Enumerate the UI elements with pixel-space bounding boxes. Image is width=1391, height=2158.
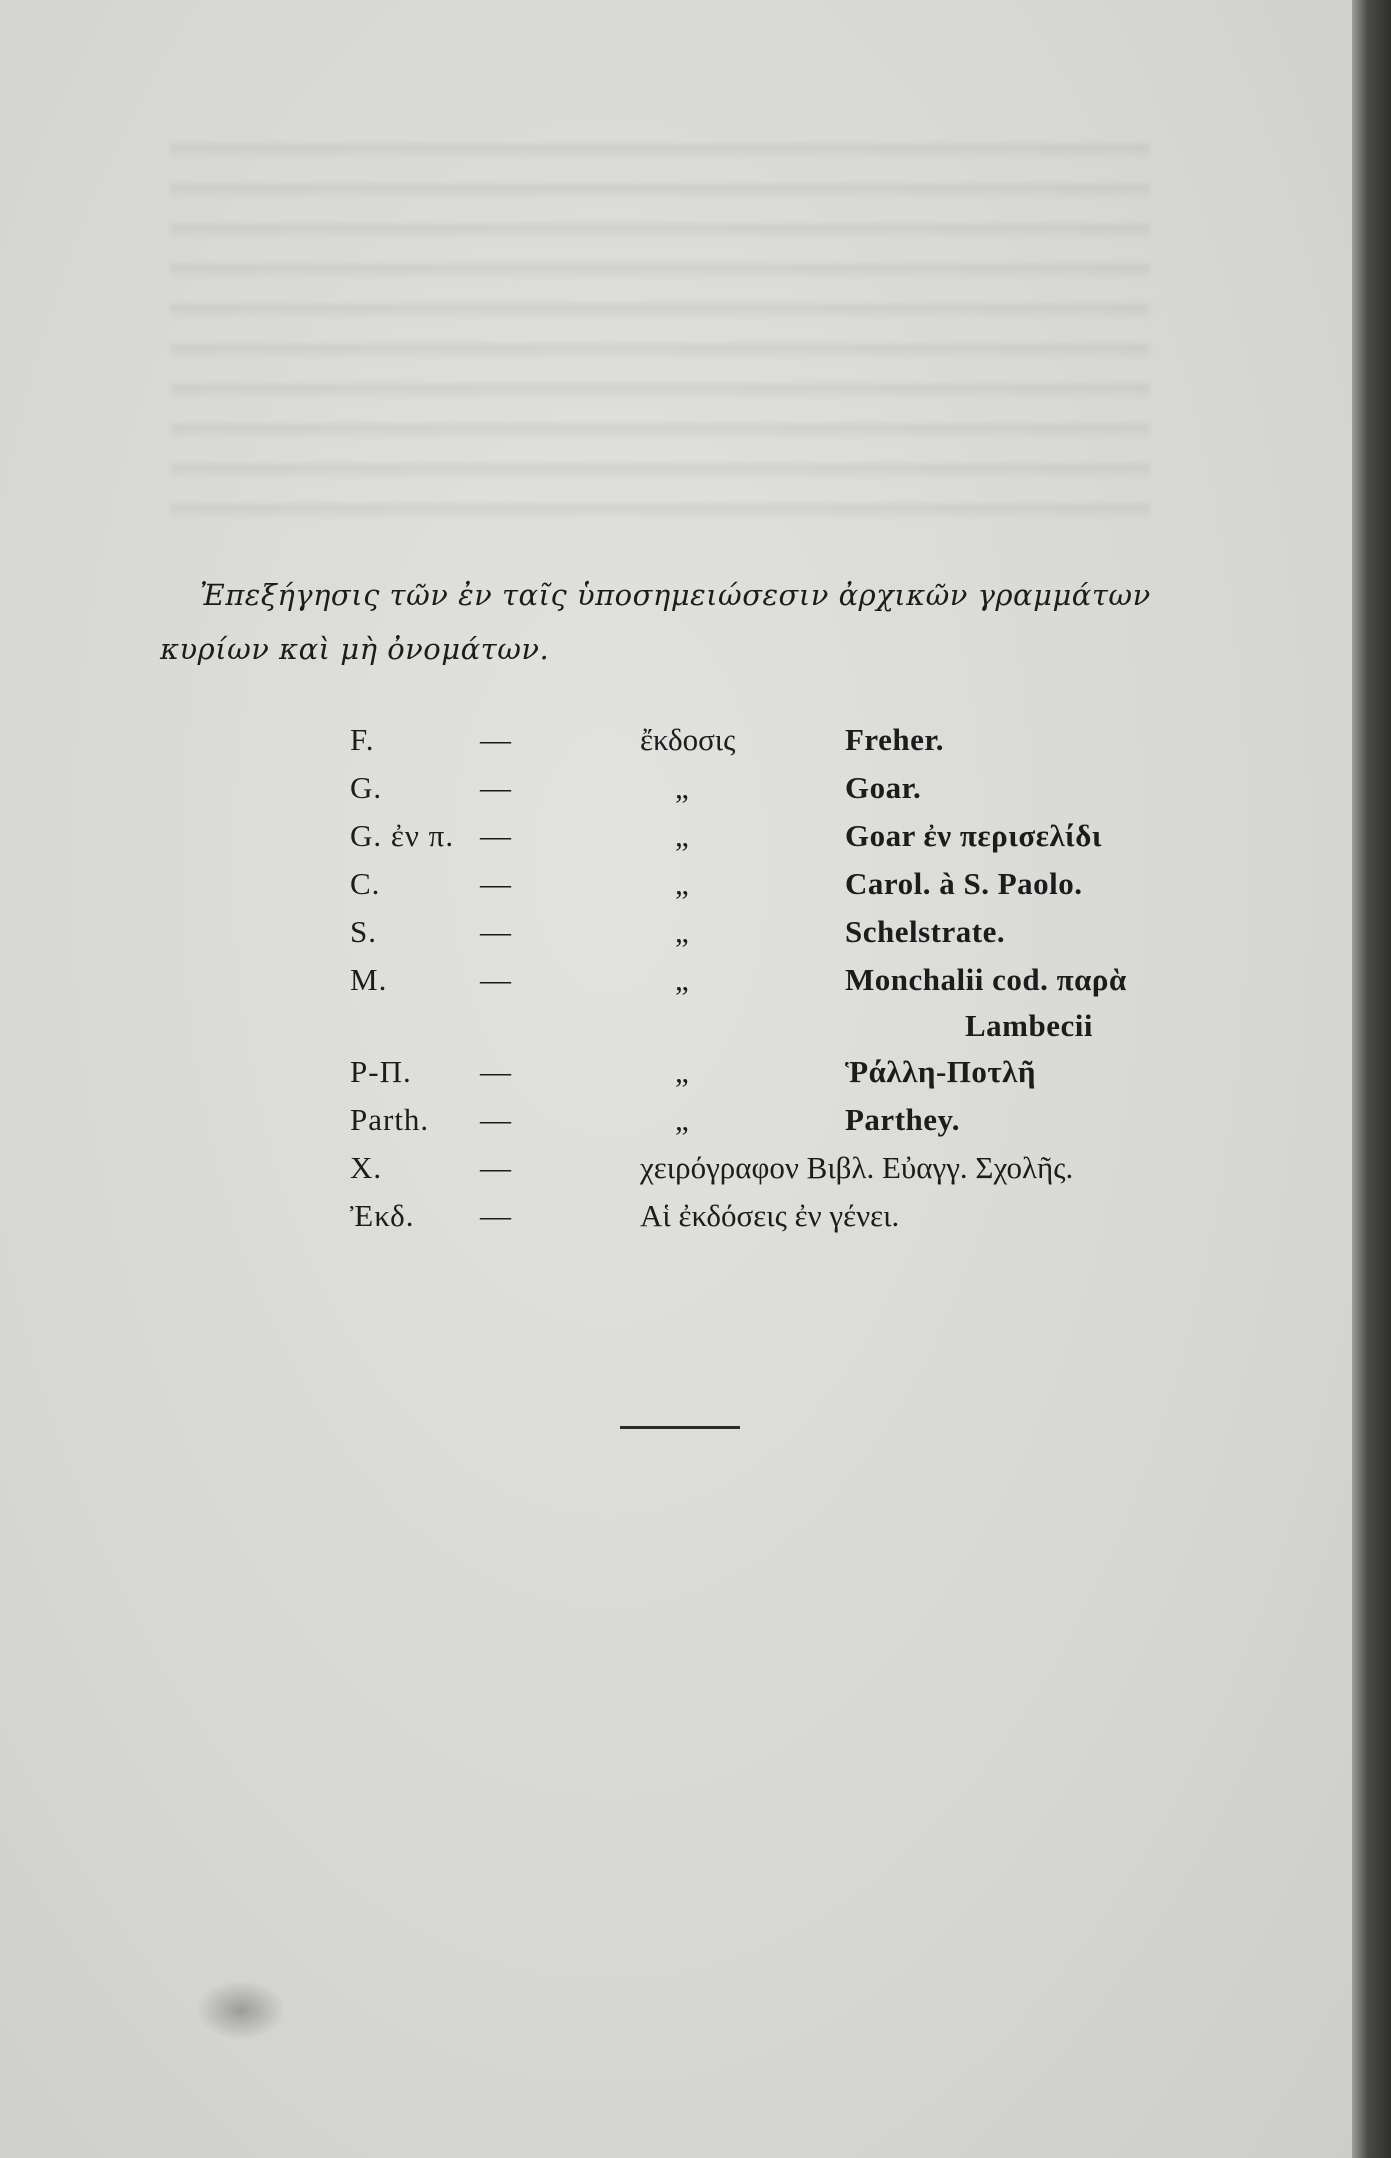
abbreviation: C. [350,866,381,901]
ditto-mark: „ [675,770,689,805]
table-row [350,1048,1127,1096]
ditto-mark: „ [675,1054,689,1089]
table-row [350,716,1127,764]
ditto-mark: „ [675,914,689,949]
table-row [350,956,1127,1004]
dash: — [480,770,511,805]
source-name: Goar ἐν περισελίδι [845,818,1102,853]
dash: — [480,818,511,853]
abbreviation: G. [350,770,383,805]
source-name: Lambecii [965,1008,1093,1043]
source-name: Freher. [845,722,945,757]
source-name: Goar. [845,770,922,805]
abbreviation [350,1004,480,1048]
abbreviation: P-Π. [350,1054,412,1089]
source-name: Parthey. [845,1102,961,1137]
table-row [350,860,1127,908]
abbreviation: M. [350,962,388,997]
ditto-mark: „ [675,1102,689,1137]
book-spine-edge [1352,0,1391,2158]
dash: — [480,866,511,901]
dash: — [480,1198,511,1233]
table-row-continuation [350,1004,1127,1048]
dash [480,1004,630,1048]
table-row [350,764,1127,812]
show-through-text [170,120,1150,540]
table-row [350,812,1127,860]
section-heading [160,568,1220,676]
table-row [350,1144,1127,1192]
ditto-mark: „ [675,962,689,997]
ink-smudge [196,1980,286,2040]
abbreviation: S. [350,914,377,949]
heading-line-2: κυρίων καὶ μὴ ὀνομάτων. [160,632,550,666]
source-name: Ῥάλλη-Ποτλῆ [845,1054,1037,1089]
dash: — [480,1150,511,1185]
source-name: Schelstrate. [845,914,1006,949]
source-name: Carol. à S. Paolo. [845,866,1083,901]
edition-kind [630,1004,845,1048]
table-row [350,908,1127,956]
abbreviation: F. [350,722,375,757]
abbreviation: Parth. [350,1102,430,1137]
source-name: Monchalii cod. παρὰ [845,962,1127,997]
dash: — [480,914,511,949]
abbreviation: G. ἐν π. [350,818,455,853]
edition-kind: ἔκδοσις [640,722,736,757]
abbreviation-table [350,716,1127,1240]
abbreviation: X. [350,1150,383,1185]
heading-line-1: Ἐπεξήγησις τῶν ἐν ταῖς ὑποσημειώσεσιν ἀρχικῶν γραμμάτων [200,578,1151,612]
ditto-mark: „ [675,866,689,901]
abbreviation: Ἐκδ. [350,1198,415,1233]
table-row [350,1096,1127,1144]
dash: — [480,1054,511,1089]
ditto-mark: „ [675,818,689,853]
dash: — [480,722,511,757]
edition-description: Αἱ ἐκδόσεις ἐν γένει. [640,1198,900,1233]
section-end-rule [620,1426,740,1429]
table-row [350,1192,1127,1240]
dash: — [480,962,511,997]
edition-description: χειρόγραφον Βιβλ. Εὐαγγ. Σχολῆς. [640,1150,1074,1185]
dash: — [480,1102,511,1137]
